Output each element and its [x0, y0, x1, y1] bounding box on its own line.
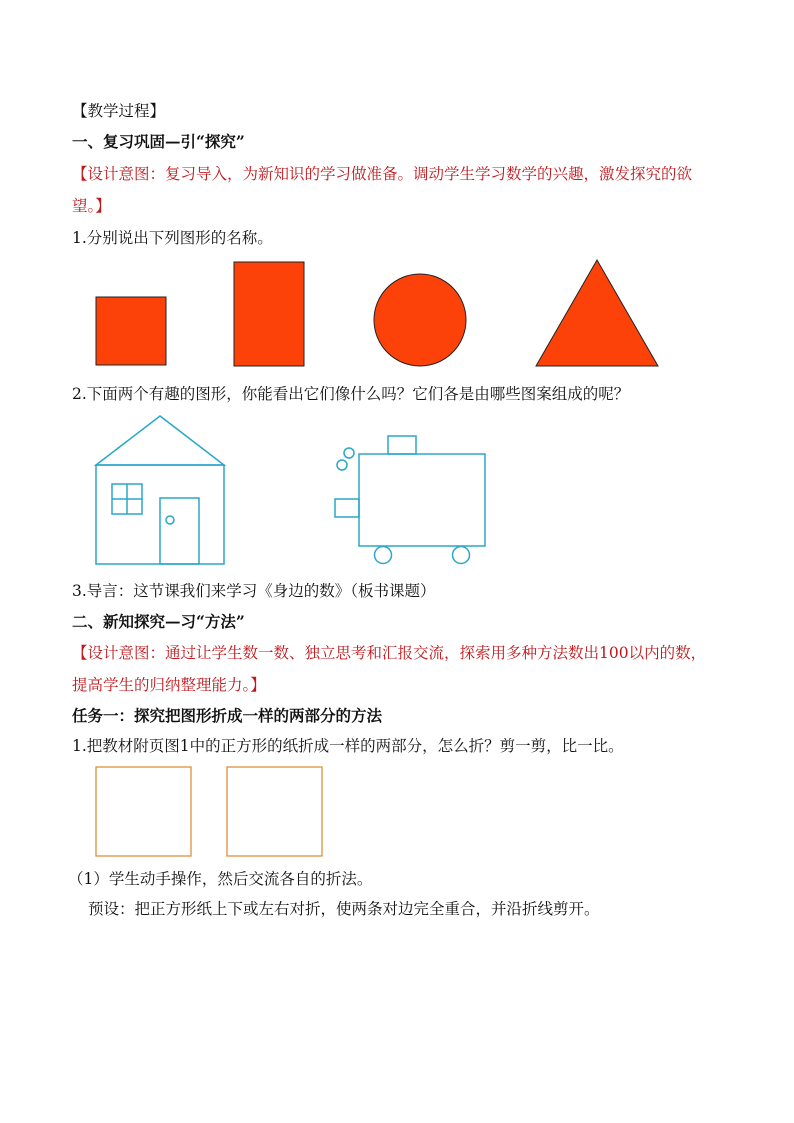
- part2-intent-line1: 【设计意图：通过让学生数一数、独立思考和汇报交流，探索用多种方法数出100以内的数，: [72, 644, 707, 662]
- part2-intent-line2: 提高学生的归纳整理能力。】: [72, 676, 266, 694]
- step-1: （1）学生动手操作，然后交流各自的折法。: [68, 870, 373, 888]
- task1-question-1: 1.把教材附页图1中的正方形的纸折成一样的两部分，怎么折？剪一剪，比一比。: [72, 737, 624, 755]
- part1-intent-line2: 望。】: [72, 197, 111, 215]
- question-3: 3.导言：这节课我们来学习《身边的数》（板书课题）: [72, 582, 436, 600]
- question-2: 2.下面两个有趣的图形，你能看出它们像什么吗？它们各是由哪些图案组成的呢？: [72, 385, 630, 403]
- paper-square: [96, 767, 191, 856]
- part2-heading: 二、新知探究—习“方法”: [72, 612, 245, 631]
- task1-heading: 任务一：探究把图形折成一样的两部分的方法: [72, 706, 383, 725]
- section-title: 【教学过程】: [72, 102, 166, 120]
- paper-square: [227, 767, 322, 856]
- part1-heading: 一、复习巩固—引“探究”: [72, 132, 245, 151]
- question-1: 1.分别说出下列图形的名称。: [72, 229, 273, 247]
- preset-answer: 预设：把正方形纸上下或左右对折，使两条对边完全重合，并沿折线剪开。: [88, 900, 600, 918]
- part1-intent-line1: 【设计意图：复习导入，为新知识的学习做准备。调动学生学习数学的兴趣，激发探究的欲: [72, 165, 693, 183]
